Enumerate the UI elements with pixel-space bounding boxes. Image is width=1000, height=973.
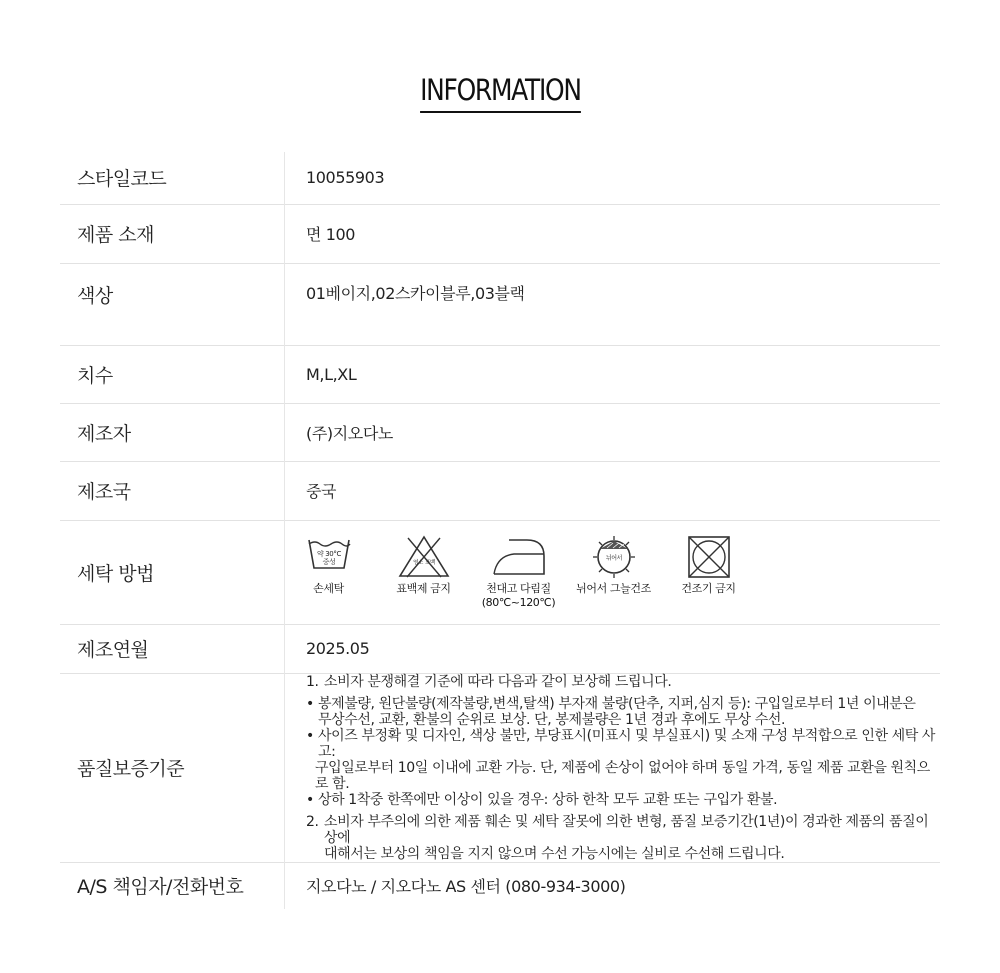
quality-bullet <box>306 728 940 792</box>
quality-item-1 <box>306 674 940 690</box>
row-label-quality: 품질보증기준 <box>60 673 285 862</box>
no-bleach-inner-2: 표백 <box>424 560 435 566</box>
row-value-quality <box>285 673 941 862</box>
quality-bullet <box>306 696 940 728</box>
iron-icon <box>489 534 549 580</box>
quality-item-text: 소비자 분쟁해결 기준에 따라 다음과 같이 보상해 드립니다. <box>324 673 672 690</box>
care-label-shade-dry: 뉘어서 그늘건조 <box>576 582 651 595</box>
care-symbols <box>306 534 940 610</box>
row-value-maker: (주)지오다노 <box>306 423 393 443</box>
row-label-wash: 세탁 방법 <box>60 520 285 624</box>
page-title-wrap <box>0 70 1000 113</box>
care-label-iron-temp: (80℃~120℃) <box>481 596 556 609</box>
row-label-style-code: 스타일코드 <box>60 152 285 204</box>
row-value-date: 2025.05 <box>306 639 370 658</box>
row-value-as: 지오다노 / 지오다노 AS 센터 (080-934-3000) <box>306 877 626 897</box>
row-value-color: 01베이지,02스카이블루,03블랙 <box>306 283 525 303</box>
page-title: INFORMATION <box>420 70 581 113</box>
no-tumble-dry-icon <box>686 534 732 580</box>
row-label-size: 치수 <box>60 345 285 403</box>
care-label-iron: 천대고 다림질 <box>486 582 551 595</box>
row-label-date: 제조연월 <box>60 624 285 673</box>
row-label-color: 색상 <box>60 263 285 345</box>
hand-wash-icon <box>306 534 352 580</box>
hand-wash-temp: 약 30°C <box>316 550 341 558</box>
bullet-line: 사이즈 부정확 및 디자인, 색상 불만, 부당표시(미표시 및 부실표시) 및 소재 구성 부적합으로 인한 세탁 사고: <box>318 727 936 760</box>
care-item-no-tumble-dry <box>661 534 756 596</box>
row-value-size: M,L,XL <box>306 364 357 384</box>
table-row <box>60 862 940 909</box>
row-value-material: 면 100 <box>306 225 356 244</box>
row-value-wash <box>285 520 941 624</box>
bullet-line: 무상수선, 교환, 환불의 순위로 보상. 단, 봉제불량은 1년 경과 후에도 무상 수선. <box>318 711 786 728</box>
bullet-mark: • <box>306 791 314 808</box>
product-info-table <box>60 152 940 909</box>
quality-item-line: 소비자 부주의에 의한 제품 훼손 및 세탁 잘못에 의한 변형, 품질 보증기간(1년)이 경과한 제품의 품질이상에 <box>324 813 929 846</box>
quality-bullet <box>306 792 940 808</box>
care-item-hand-wash <box>281 534 376 596</box>
row-label-material: 제품 소재 <box>60 204 285 263</box>
care-item-shade-dry <box>566 534 661 596</box>
quality-item-number: 1. <box>306 673 319 690</box>
table-row <box>60 263 940 345</box>
care-item-no-bleach <box>376 534 471 596</box>
care-label-no-bleach: 표백제 금지 <box>396 582 451 595</box>
care-label-no-tumble-dry: 건조기 금지 <box>681 582 736 595</box>
quality-guarantee-text <box>306 674 940 862</box>
care-label-hand-wash: 손세탁 <box>313 582 344 595</box>
bullet-mark: • <box>306 695 314 712</box>
no-bleach-inner-1: 염소 <box>412 560 423 566</box>
table-row <box>60 345 940 403</box>
table-row <box>60 204 940 263</box>
care-item-iron <box>471 534 566 610</box>
quality-item-2 <box>306 814 940 862</box>
row-value-style-code: 10055903 <box>306 168 385 188</box>
row-label-maker: 제조자 <box>60 403 285 461</box>
shade-dry-inner: 뉘어서 <box>605 555 622 562</box>
quality-item-number: 2. <box>306 813 319 830</box>
shade-dry-flat-icon <box>589 534 639 580</box>
row-value-country: 중국 <box>306 482 337 501</box>
hand-wash-detergent: 중성 <box>322 558 335 566</box>
table-row <box>60 461 940 520</box>
bullet-mark: • <box>306 727 314 744</box>
table-row <box>60 624 940 673</box>
quality-item-line: 대해서는 보상의 책임을 지지 않으며 수선 가능시에는 실비로 수선해 드립니다. <box>324 845 785 862</box>
no-bleach-icon <box>397 534 451 580</box>
row-label-as: A/S 책임자/전화번호 <box>60 862 285 909</box>
table-row <box>60 403 940 461</box>
row-label-country: 제조국 <box>60 461 285 520</box>
table-row <box>60 673 940 862</box>
bullet-line: 구입일로부터 10일 이내에 교환 가능. 단, 제품에 손상이 없어야 하며 동일 가격, 동일 제품 교환을 원칙으로 함. <box>315 759 930 792</box>
table-row <box>60 520 940 624</box>
bullet-line: 상하 1착중 한쪽에만 이상이 있을 경우: 상하 한착 모두 교환 또는 구입가 환불. <box>318 791 778 808</box>
bullet-line: 봉제불량, 원단불량(제작불량,변색,탈색) 부자재 불량(단추, 지퍼,심지 등): 구입일로부터 1년 이내분은 <box>318 695 916 712</box>
table-row <box>60 152 940 204</box>
